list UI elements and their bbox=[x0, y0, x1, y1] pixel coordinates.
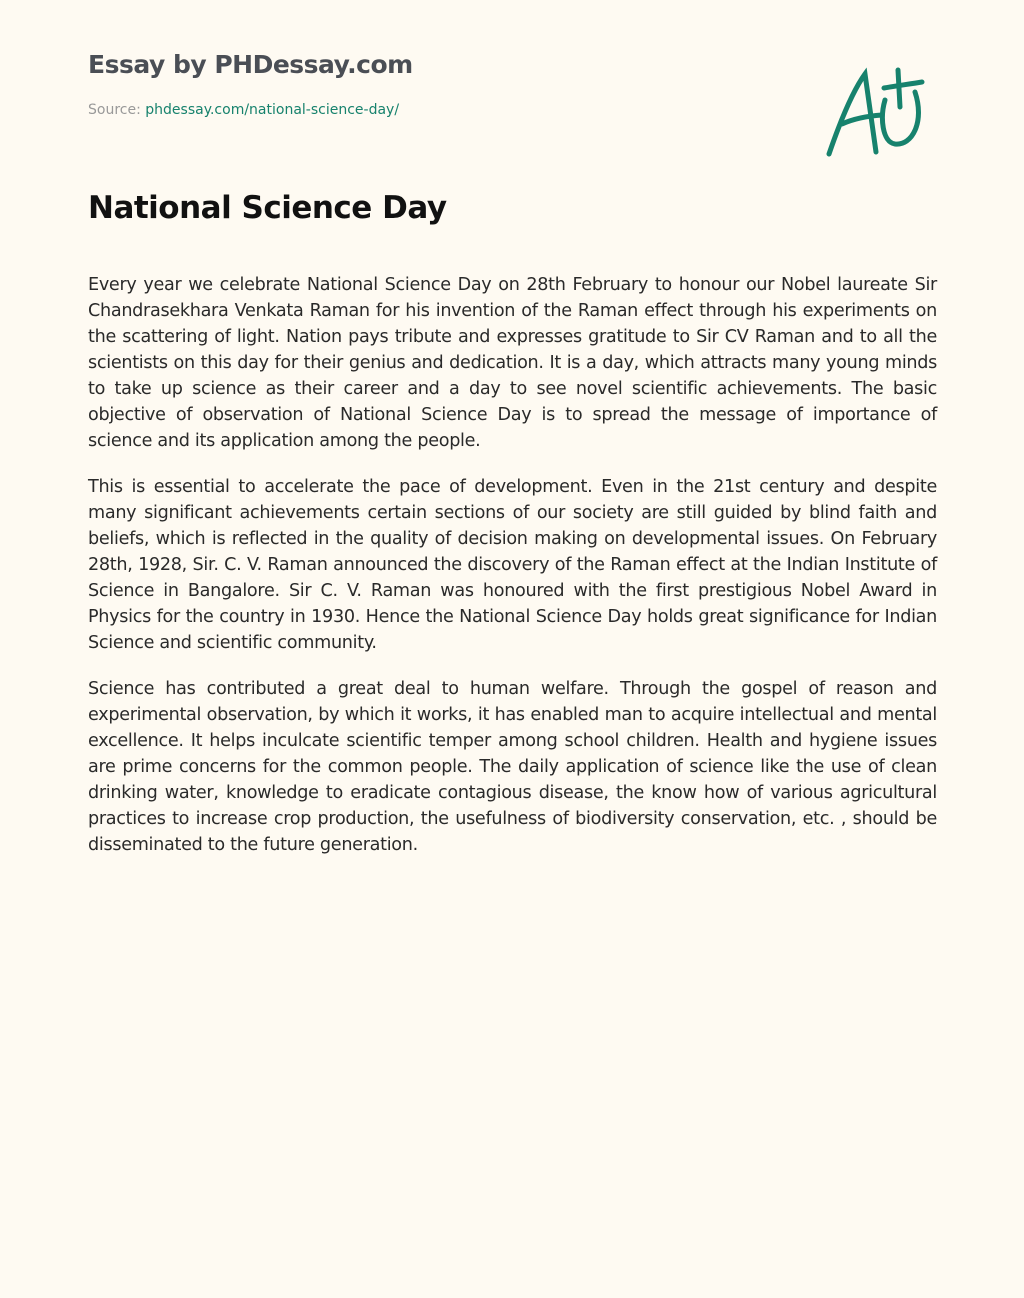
source-label: Source: bbox=[88, 102, 146, 118]
essay-title: National Science Day bbox=[88, 190, 447, 226]
site-brand: Essay by PHDessay.com bbox=[88, 50, 413, 79]
a-plus-logo-icon bbox=[820, 62, 930, 162]
paragraph: Science has contributed a great deal to human welfare. Through the gospel of reason and experimental observation, by which it works, it has enabled man to acquire intellectual and mental excellence. It helps inculcate scientific temper among school children. Health and hygiene issues are prime concerns for the common people. The daily application of science like the use of clean drinking water, knowledge to eradicate contagious disease, the know how of various agricultural practices to increase crop production, the usefulness of biodiversity conservation, etc. , should be disseminated to the future generation. bbox=[88, 679, 937, 855]
paragraph: Every year we celebrate National Science Day on 28th February to honour our Nobel laureate Sir Chandrasekhara Venkata Raman for his invention of the Raman effect through his experiments on the scattering of light. Nation pays tribute and expresses gratitude to Sir CV Raman and to all the scientists on this day for their genius and dedication. It is a day, which attracts many young minds to take up science as their career and a day to see novel scientific achievements. The basic objective of observation of National Science Day is to spread the message of importance of science and its application among the people. bbox=[88, 275, 937, 451]
paragraph: This is essential to accelerate the pace of development. Even in the 21st century and despite many significant achievements certain sections of our society are still guided by blind faith and beliefs, which is reflected in the quality of decision making on developmental issues. On February 28th, 1928, Sir. C. V. Raman announced the discovery of the Raman effect at the Indian Institute of Science in Bangalore. Sir C. V. Raman was honoured with the first prestigious Nobel Award in Physics for the country in 1930. Hence the National Science Day holds great significance for Indian Science and scientific community. bbox=[88, 477, 937, 653]
essay-body bbox=[88, 272, 937, 878]
source-link[interactable]: phdessay.com/national-science-day/ bbox=[145, 102, 400, 118]
source-line bbox=[88, 102, 399, 118]
